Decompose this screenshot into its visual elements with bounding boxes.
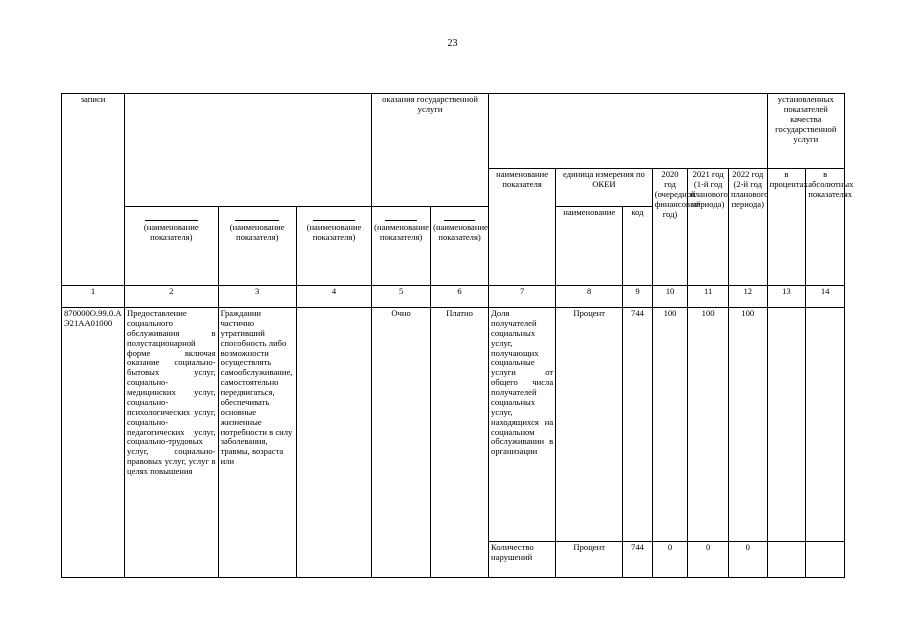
column-number: 7 — [489, 286, 556, 308]
value-2022: 0 — [728, 542, 767, 578]
subheader-naim-2: (наименование показателя) — [218, 207, 296, 286]
unit-code: 744 — [623, 308, 652, 542]
header-v-absolyutnyh: в абсолютных показателях — [806, 169, 845, 286]
header-kod: код — [623, 207, 652, 286]
subheader-naim-1: (наименование показателя) — [125, 207, 219, 286]
column-number: 12 — [728, 286, 767, 308]
column-number: 9 — [623, 286, 652, 308]
header-ustanovlennyh: установленных показателей качества государственной услуги — [767, 94, 844, 169]
header-naim-pokazatelya: наименование показателя — [489, 169, 556, 286]
quality-indicators-table — [61, 93, 854, 578]
value-2021: 100 — [688, 308, 729, 542]
unit-code: 744 — [623, 542, 652, 578]
recipient-category: Граждании частично утративший способность либо возможности осуществлять самообслуживание, самостоятельно передвигаться, обеспечивать основные жизненные потребности в силу заболевания, травмы, возраста или — [218, 308, 296, 578]
value-2020: 0 — [652, 542, 688, 578]
payment-type: Платно — [431, 308, 489, 578]
header-content-blank — [125, 94, 372, 207]
unit-name: Процент — [556, 542, 623, 578]
empty-cell — [296, 308, 371, 578]
deviation-percent — [767, 542, 806, 578]
column-number: 14 — [806, 286, 845, 308]
column-number: 5 — [372, 286, 431, 308]
column-number: 11 — [688, 286, 729, 308]
table-row — [62, 308, 845, 542]
header-2021: 2021 год (1-й год планового периода) — [688, 169, 729, 286]
column-number: 13 — [767, 286, 806, 308]
deviation-absolute — [806, 542, 845, 578]
deviation-percent — [767, 308, 806, 542]
value-2021: 0 — [688, 542, 729, 578]
page-number: 23 — [447, 38, 458, 49]
service-content: Предоставление социального обслуживания в полустационарной форме включая оказание социально-бытовых услуг, социально-медицинских услуг, социально-психологических услуг, социально-педагогических услуг, социально-трудовых услуг, социально-правовых услуг, услуг в целях повышения — [125, 308, 219, 578]
column-number: 2 — [125, 286, 219, 308]
header-naimenovanie: наименование — [556, 207, 623, 286]
indicator-name: Количество нарушений — [489, 542, 556, 578]
unit-name: Процент — [556, 308, 623, 542]
subheader-naim-3: (наименование показателя) — [296, 207, 371, 286]
indicator-name: Доля получателей социальных услуг, получающих социальные услуги от общего числа получателей социальных услуг, находящихся на социальном обслуживании в организации — [489, 308, 556, 542]
column-number: 10 — [652, 286, 688, 308]
column-number: 4 — [296, 286, 371, 308]
value-2022: 100 — [728, 308, 767, 542]
header-zapisi: записи — [62, 94, 125, 286]
header-okazaniya: оказания государственной услуги — [372, 94, 489, 207]
column-number: 6 — [431, 286, 489, 308]
value-2020: 100 — [652, 308, 688, 542]
header-v-procentah: в процентах — [767, 169, 806, 286]
header-2022: 2022 год (2-й год планового периода) — [728, 169, 767, 286]
subheader-naim-4: (наименование показателя) — [372, 207, 431, 286]
column-numbers-row — [62, 286, 845, 308]
subheader-naim-5: (наименование показателя) — [431, 207, 489, 286]
header-row-top — [62, 94, 845, 169]
column-number: 1 — [62, 286, 125, 308]
service-form: Очно — [372, 308, 431, 578]
column-number: 3 — [218, 286, 296, 308]
header-edinica: единица измерения по ОКЕИ — [556, 169, 653, 207]
header-2020: 2020 год (очередной финансовый год) — [652, 169, 688, 286]
column-number: 8 — [556, 286, 623, 308]
deviation-absolute — [806, 308, 845, 542]
header-indicator-blank — [489, 94, 768, 169]
record-code: 870000О.99.0.АЭ21АА01000 — [62, 308, 125, 578]
